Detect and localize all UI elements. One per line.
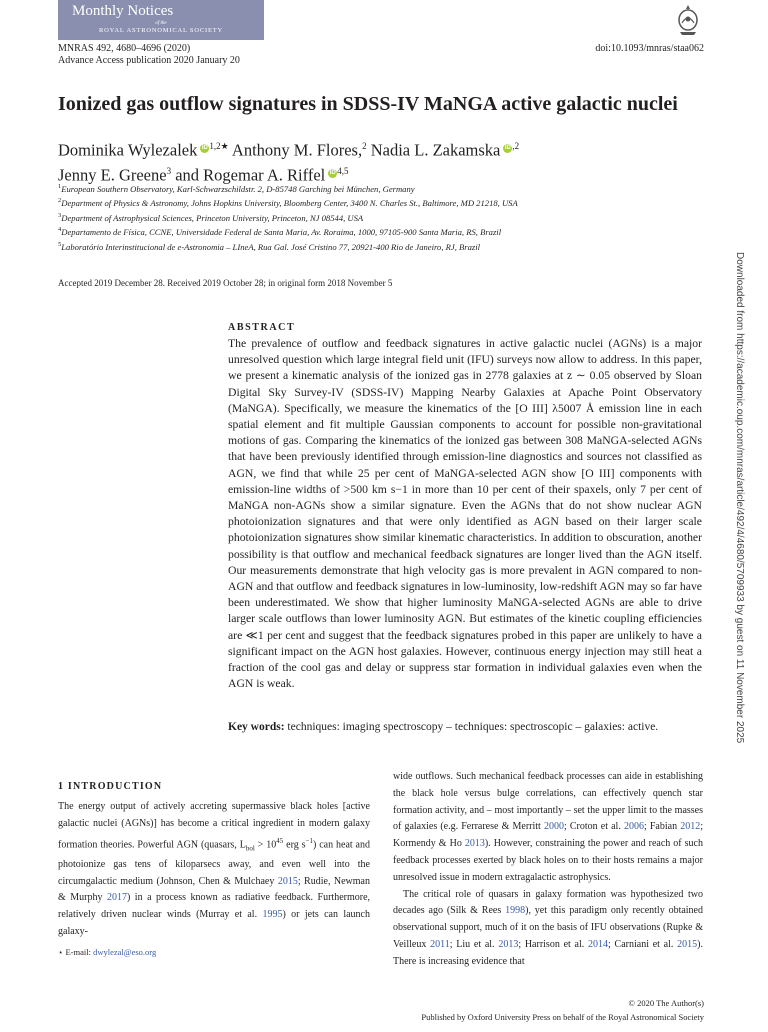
- copyright: [400, 996, 704, 1024]
- journal-society: ROYAL ASTRONOMICAL SOCIETY: [99, 27, 223, 34]
- author-name[interactable]: Anthony M. Flores,: [231, 140, 363, 160]
- author-affil: 1,2★: [209, 141, 229, 151]
- author-name[interactable]: Nadia L. Zakamska: [370, 140, 501, 160]
- citation-link[interactable]: 1995: [262, 909, 283, 921]
- keywords-text: techniques: imaging spectroscopy – techniques: spectroscopic – galaxies: active.: [287, 721, 659, 733]
- text-run: The critical role of quasars in galaxy formation was hypothesized two decades ago (Silk & Rees: [393, 888, 703, 917]
- ras-crest-icon: [674, 3, 702, 37]
- text-run: ; Rudie, Newman & Murphy: [58, 875, 370, 904]
- citation-link[interactable]: 2000: [543, 821, 564, 833]
- footnote-label: ⋆ E-mail:: [58, 947, 94, 957]
- orcid-icon[interactable]: iD: [504, 145, 511, 151]
- text-run: erg s: [283, 838, 306, 850]
- affiliation: [58, 195, 698, 209]
- keywords-label: Key words:: [228, 721, 285, 733]
- text-run: ; Carniani et al.: [608, 938, 678, 950]
- affiliation-number: 4: [58, 226, 62, 234]
- affiliation-text: Departamento de Física, CCNE, Universidade Federal de Santa Maria, Av. Roraima, 1000, 97105-900 Santa Maria, RS, Brazil: [61, 227, 502, 238]
- author-affil: 4,5: [337, 165, 349, 176]
- text-run: ). There is increasing evidence that: [393, 938, 703, 967]
- text-run: ; Croton et al.: [563, 821, 624, 833]
- author-conjunction: and: [175, 165, 200, 184]
- citation-link[interactable]: 2011: [430, 938, 450, 950]
- text-run: ; Fabian: [643, 821, 681, 833]
- author-name[interactable]: Rogemar A. Riffel: [203, 165, 326, 184]
- citation-info: [58, 43, 240, 67]
- publisher-line: Published by Oxford University Press on behalf of the Royal Astronomical Society: [421, 1012, 704, 1022]
- affiliation: [58, 210, 698, 224]
- orcid-icon[interactable]: iD: [329, 169, 336, 176]
- body-column-left: [58, 799, 370, 941]
- accepted-dates: Accepted 2019 December 28. Received 2019 October 28; in original form 2018 November 5: [58, 278, 393, 288]
- affiliation-number: 5: [58, 240, 62, 248]
- citation-link[interactable]: 2015: [677, 938, 698, 950]
- affiliation-number: 2: [58, 197, 62, 205]
- affiliation-text: Department of Astrophysical Sciences, Princeton University, Princeton, NJ 08544, USA: [61, 212, 364, 223]
- affiliation-text: Department of Physics & Astronomy, Johns Hopkins University, Bloomberg Center, 3400 N. Charles St., Baltimore, MD 21218, USA: [61, 198, 518, 209]
- author-name[interactable]: Dominika Wylezalek: [58, 140, 198, 160]
- abstract-text: The prevalence of outflow and feedback signatures in active galactic nuclei (AGNs) is a major unresolved question which large integral field unit (IFU) surveys now allow to address. In this paper, we present a kinematic analysis of the ionized gas in 2778 galaxies at z ∼ 0.05 observed by Sloan Digital Sky Survey-IV (SDSS-IV) Mapping Nearby Galaxies at Apache Point Observatory (MaNGA). Specifically, we measure the kinematics of the [O III] λ5007 Å emission line in each spatial element and fit multiple Gaussian components to account for possible non-gravitational motions of gas. Comparing the kinematics of the ionized gas between 308 MaNGA-selected AGNs that have been previously identified through emission-line diagnostics and sources not classified as AGN, we find that while 25 per cent of MaNGA-selected AGN show [O III] components with emission-line widths of >500 km s−1 in more than 10 per cent of their spaxels, only 7 per cent of MaNGA non-AGNs show a similar signature. Even the AGNs that do not show nuclear AGN photoionization signatures and that were only identified as AGN based on their larger scale photoionization signatures show similar kinematic characteristics. In addition to obscuration, another possibility is that outflow and mechanical feedback signatures are longer lived than the AGN itself. Our measurements demonstrate that high velocity gas is more prevalent in AGN compared to non-AGN and that outflow and feedback signatures in low-luminosity, low-redshift AGN may so far have been underestimated. We show that higher luminosity MaNGA-selected AGNs are able to drive larger scale outflows than lower luminosity AGN. But estimates of the kinetic coupling efficiencies are ≪1 per cent and suggest that the feedback signatures probed in this paper are unlikely to have a significant impact on the AGN host galaxies. However, continuous energy injection may still heat a fraction of the cool gas and delay or suppress star formation in individual galaxies even when the AGN is weak.: [228, 337, 702, 691]
- text-run: ; Harrison et al.: [518, 938, 589, 950]
- citation: MNRAS 492, 4680–4696 (2020): [58, 43, 191, 54]
- doi[interactable]: doi:10.1093/mnras/staa062: [595, 43, 704, 54]
- text-run: ) can heat and photoionize gas tens of kiloparsecs away, and even well into the circumgalactic medium (Johnson, Chen & Mulchaey: [58, 838, 371, 887]
- affiliation: [58, 181, 698, 195]
- affiliation-text: European Southern Observatory, Karl-Schwarzschildstr. 2, D-85748 Garching bei München, Germany: [61, 183, 415, 194]
- author-list: [58, 136, 698, 185]
- paragraph: [58, 799, 370, 941]
- citation-link[interactable]: 2012: [680, 821, 701, 833]
- citation-link[interactable]: 2015: [277, 875, 298, 887]
- citation-link[interactable]: 2013: [464, 838, 485, 850]
- text-run: ; Kormendy & Ho: [393, 821, 703, 850]
- email-link[interactable]: dwylezal@eso.org: [93, 947, 157, 957]
- text-run: ) or jets can launch galaxy-: [58, 909, 370, 937]
- copyright-line: © 2020 The Author(s): [628, 998, 704, 1008]
- affiliation-number: 1: [58, 183, 62, 190]
- body-column-right: [393, 769, 703, 971]
- affiliation: [58, 224, 698, 238]
- author-name[interactable]: Jenny E. Greene: [58, 165, 167, 184]
- journal-name: Monthly Notices: [72, 3, 174, 19]
- citation-link[interactable]: 2017: [106, 892, 127, 904]
- text-run: ; Liu et al.: [449, 938, 499, 950]
- journal-masthead: [58, 0, 264, 40]
- journal-of: of the: [155, 21, 167, 26]
- text-run: wide outflows. Such mechanical feedback processes can aide in establishing the black hole versus bulge correlations, can effectively quench star formation activity, and – most importantly – set the upper limit to the masses of galaxies (e.g. Ferrarese & Merritt: [393, 771, 703, 833]
- abstract-heading: ABSTRACT: [228, 322, 296, 333]
- text-run: The energy output of actively accreting supermassive black holes [active galactic nuclei (AGNs)] has become a critical ingredient in modern galaxy formation theories. Powerful AGN (quasars, L: [58, 801, 370, 850]
- citation-link[interactable]: 1998: [505, 905, 526, 917]
- affiliation-number: 3: [58, 211, 62, 219]
- subscript: bol: [245, 843, 255, 852]
- section-heading: 1 INTRODUCTION: [58, 781, 163, 792]
- text-run: > 10: [254, 838, 277, 850]
- author-affil: 2: [362, 141, 367, 151]
- download-note: [734, 252, 752, 1032]
- affiliation-list: [58, 181, 698, 253]
- keywords: [228, 721, 702, 733]
- download-note-text[interactable]: Downloaded from https://academic.oup.com/mnras/article/492/4/4680/5709933 by guest on 11 November 2025: [734, 252, 745, 744]
- citation-link[interactable]: 2013: [498, 938, 519, 950]
- text-run: ), yet this paradigm only recently obtained observational support, much of it on the basis of IFU observations (Rupke & Veilleux: [393, 905, 703, 950]
- citation-link[interactable]: 2006: [623, 821, 644, 833]
- author-affil: 3: [166, 165, 172, 176]
- paragraph: [393, 769, 703, 887]
- footnote: [58, 947, 156, 958]
- author-affil: ,2: [512, 141, 520, 151]
- superscript: 45: [276, 836, 284, 845]
- paper-title: Ionized gas outflow signatures in SDSS-IV MaNGA active galactic nuclei: [58, 93, 678, 115]
- access-date: Advance Access publication 2020 January 20: [58, 55, 240, 66]
- text-run: ) in a process known as radiative feedback. Furthermore, relatively driven nuclear winds (Murray et al.: [58, 892, 371, 921]
- paragraph: [393, 887, 703, 971]
- affiliation: [58, 239, 698, 253]
- superscript: −1: [305, 836, 313, 845]
- affiliation-text: Laboratório Interinstitucional de e-Astronomia – LIneA, Rua Gal. José Cristino 77, 20921-400 Rio de Janeiro, RJ, Brazil: [61, 241, 481, 252]
- citation-link[interactable]: 2014: [588, 938, 609, 950]
- text-run: ). However, constraining the power and reach of such feedback processes exerted by black holes on to their hosts remains a major unresolved issue in modern extragalactic astrophysics.: [393, 838, 703, 883]
- orcid-icon[interactable]: iD: [201, 145, 208, 151]
